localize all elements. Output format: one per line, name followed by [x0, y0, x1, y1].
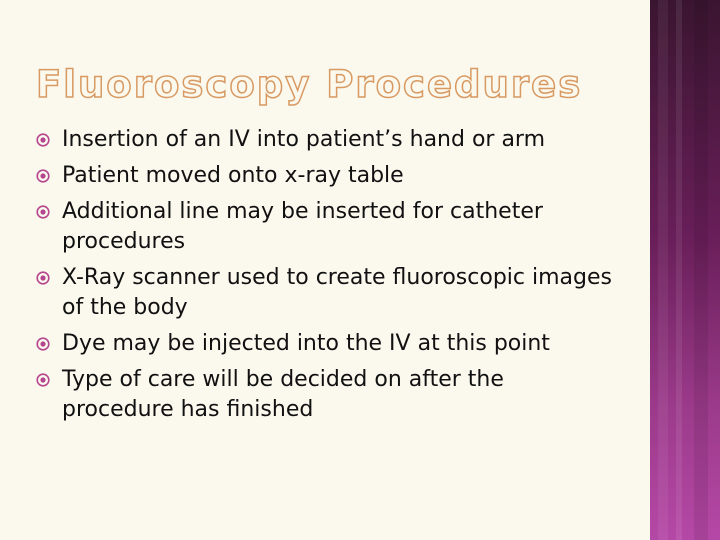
decorative-side-band: [650, 0, 720, 540]
side-band-stripe: [694, 0, 708, 540]
target-bullet-icon: [36, 133, 50, 147]
target-bullet-icon: [36, 169, 50, 183]
target-bullet-icon: [36, 271, 50, 285]
side-band-stripe: [658, 0, 668, 540]
bullet-text: Patient moved onto x-ray table: [62, 163, 404, 188]
bullet-item: [36, 263, 616, 323]
target-bullet-icon: [36, 205, 50, 219]
bullet-item: [36, 365, 616, 425]
bullet-text: X-Ray scanner used to create fluoroscopic images of the body: [62, 265, 612, 320]
target-bullet-icon: [36, 373, 50, 387]
bullet-text: Dye may be injected into the IV at this point: [62, 331, 550, 356]
bullet-text: Insertion of an IV into patient’s hand or arm: [62, 127, 546, 152]
side-band-stripe: [676, 0, 682, 540]
bullet-item: [36, 197, 616, 257]
bullet-item: [36, 125, 616, 155]
bullet-item: [36, 329, 616, 359]
bullet-text: Type of care will be decided on after the procedure has finished: [62, 367, 504, 422]
slide-title: Fluoroscopy Procedures: [36, 63, 583, 106]
bullet-text: Additional line may be inserted for catheter procedures: [62, 199, 543, 254]
bullet-item: [36, 161, 616, 191]
bullet-list: [36, 125, 616, 431]
target-bullet-icon: [36, 337, 50, 351]
